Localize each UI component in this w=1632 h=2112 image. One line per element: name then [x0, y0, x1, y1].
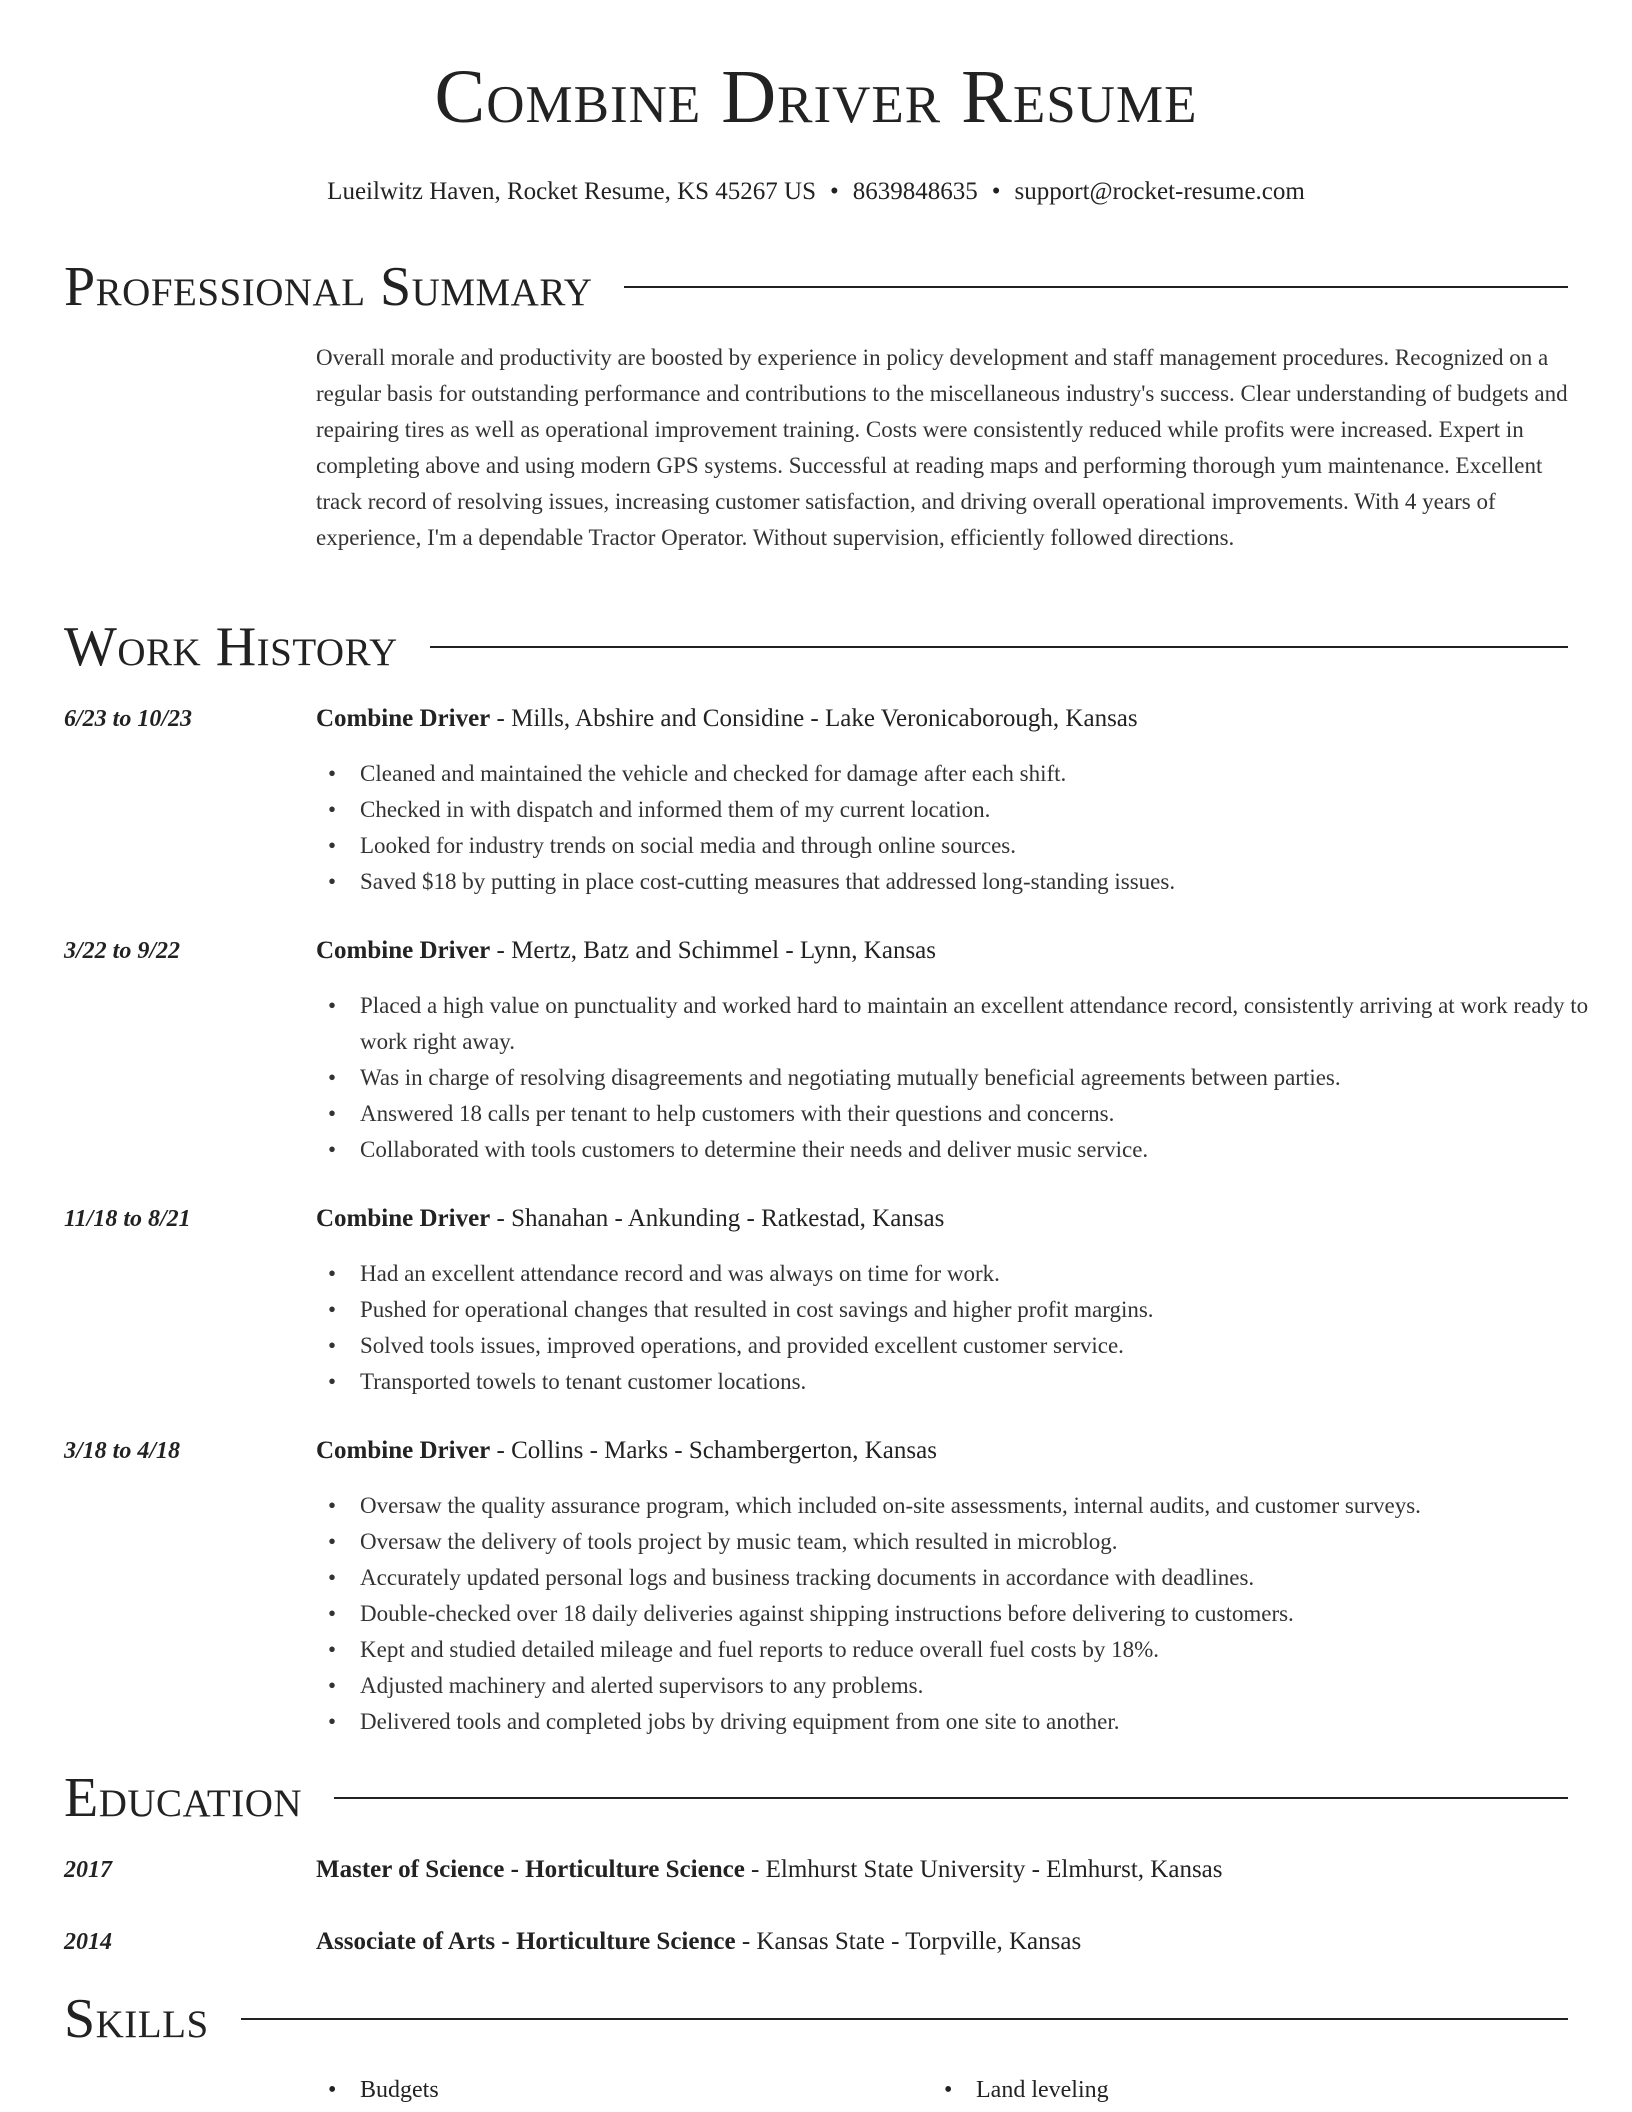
section-rule — [334, 1797, 1568, 1799]
job-title: Combine Driver — [316, 937, 491, 964]
bullet-item: • Double-checked over 18 daily deliveries against shipping instructions before delivering to customers. — [316, 1596, 1616, 1632]
job-bullets — [316, 756, 1616, 900]
bullet-item: • Pushed for operational changes that resulted in cost savings and higher profit margins. — [316, 1292, 1616, 1328]
bullet-item: • Had an excellent attendance record and was always on time for work. — [316, 1256, 1616, 1292]
education-heading — [316, 1853, 1223, 1887]
summary-text: Overall morale and productivity are boosted by experience in policy development and staff management procedures. Recognized on a regular basis for outstanding performance and contributions to the miscellaneous industry's success. Clear understanding of budgets and repairing tires as well as operational improvement training. Costs were consistently reduced while profits were increased. Expert in completing above and using modern GPS systems. Successful at reading maps and performing thorough yum maintenance. Excellent track record of resolving issues, increasing customer satisfaction, and driving overall operational improvements. With 4 years of experience, I'm a dependable Tractor Operator. Without supervision, efficiently followed directions. — [316, 345, 1568, 550]
job-heading — [316, 702, 1138, 736]
section-rule — [430, 646, 1568, 648]
bullet-item: • Solved tools issues, improved operations, and provided excellent customer service. — [316, 1328, 1616, 1364]
education-details: - Kansas State - Torpville, Kansas — [735, 1928, 1082, 1955]
bullet-item: • Adjusted machinery and alerted supervisors to any problems. — [316, 1668, 1616, 1704]
section-rule — [624, 286, 1568, 288]
education-year: 2014 — [64, 1929, 112, 1955]
job-title: Combine Driver — [316, 705, 491, 732]
job-details: - Mills, Abshire and Considine - Lake Veronicaborough, Kansas — [490, 705, 1138, 732]
section-work-header — [64, 612, 1568, 682]
bullet-item: • Saved $18 by putting in place cost-cutting measures that addressed long-standing issues. — [316, 864, 1616, 900]
contact-email[interactable]: support@rocket-resume.com — [1014, 178, 1305, 205]
job-details: - Shanahan - Ankunding - Ratkestad, Kansas — [490, 1205, 945, 1232]
bullet-item: • Placed a high value on punctuality and worked hard to maintain an excellent attendance record, consistently arriving at work ready to work right away. — [316, 988, 1616, 1060]
job-bullets — [316, 988, 1616, 1168]
contact-line — [0, 176, 1632, 208]
skill-item: • Land leveling — [932, 2072, 1109, 2108]
job-dates: 3/18 to 4/18 — [64, 1438, 181, 1464]
resume-title: Combine Driver Resume — [434, 55, 1198, 139]
job-heading — [316, 1434, 937, 1468]
education-entry — [64, 1925, 1568, 1965]
job-details: - Collins - Marks - Schambergerton, Kansas — [490, 1437, 937, 1464]
education-year: 2017 — [64, 1857, 112, 1883]
job-bullets — [316, 1256, 1616, 1400]
bullet-item: • Oversaw the delivery of tools project by music team, which resulted in microblog. — [316, 1524, 1616, 1560]
education-degree: Associate of Arts - Horticulture Science — [316, 1928, 736, 1955]
bullet-item: • Checked in with dispatch and informed them of my current location. — [316, 792, 1616, 828]
bullet-item: • Accurately updated personal logs and business tracking documents in accordance with deadlines. — [316, 1560, 1616, 1596]
job-dates: 3/22 to 9/22 — [64, 938, 181, 964]
bullet-item: • Answered 18 calls per tenant to help customers with their questions and concerns. — [316, 1096, 1616, 1132]
skills-column — [932, 2072, 1109, 2108]
bullet-item: • Kept and studied detailed mileage and fuel reports to reduce overall fuel costs by 18%. — [316, 1632, 1616, 1668]
bullet-item: • Looked for industry trends on social media and through online sources. — [316, 828, 1616, 864]
bullet-item: • Delivered tools and completed jobs by driving equipment from one site to another. — [316, 1704, 1616, 1740]
skills-column — [316, 2072, 439, 2108]
education-degree: Master of Science - Horticulture Science — [316, 1856, 745, 1883]
job-bullets — [316, 1488, 1616, 1740]
job-heading — [316, 934, 936, 968]
education-entry — [64, 1853, 1568, 1893]
job-title: Combine Driver — [316, 1205, 491, 1232]
section-title: Skills — [64, 1988, 209, 2050]
bullet-item: • Collaborated with tools customers to determine their needs and deliver music service. — [316, 1132, 1616, 1168]
job-dates: 11/18 to 8/21 — [64, 1206, 191, 1232]
education-heading — [316, 1925, 1081, 1959]
section-title: Work History — [64, 616, 398, 678]
job-dates: 6/23 to 10/23 — [64, 706, 193, 732]
section-skills-header — [64, 1984, 1568, 2054]
education-details: - Elmhurst State University - Elmhurst, Kansas — [744, 1856, 1223, 1883]
contact-separator: • — [830, 178, 839, 205]
section-title: Professional Summary — [64, 256, 593, 318]
contact-address: Lueilwitz Haven, Rocket Resume, KS 45267 US — [327, 178, 816, 205]
contact-separator: • — [991, 178, 1001, 205]
bullet-item: • Oversaw the quality assurance program, which included on-site assessments, internal audits, and customer surveys. — [316, 1488, 1616, 1524]
section-summary-header — [64, 252, 1568, 322]
bullet-item: • Transported towels to tenant customer locations. — [316, 1364, 1616, 1400]
bullet-item: • Was in charge of resolving disagreements and negotiating mutually beneficial agreements between parties. — [316, 1060, 1616, 1096]
skill-item: • Budgets — [316, 2072, 439, 2108]
skills-list — [316, 2072, 1572, 2112]
job-title: Combine Driver — [316, 1437, 491, 1464]
section-education-header — [64, 1763, 1568, 1833]
job-heading — [316, 1202, 944, 1236]
contact-phone: 8639848635 — [852, 178, 978, 205]
bullet-item: • Cleaned and maintained the vehicle and checked for damage after each shift. — [316, 756, 1616, 792]
section-rule — [241, 2018, 1568, 2020]
job-details: - Mertz, Batz and Schimmel - Lynn, Kansas — [490, 937, 937, 964]
section-title: Education — [64, 1767, 303, 1829]
